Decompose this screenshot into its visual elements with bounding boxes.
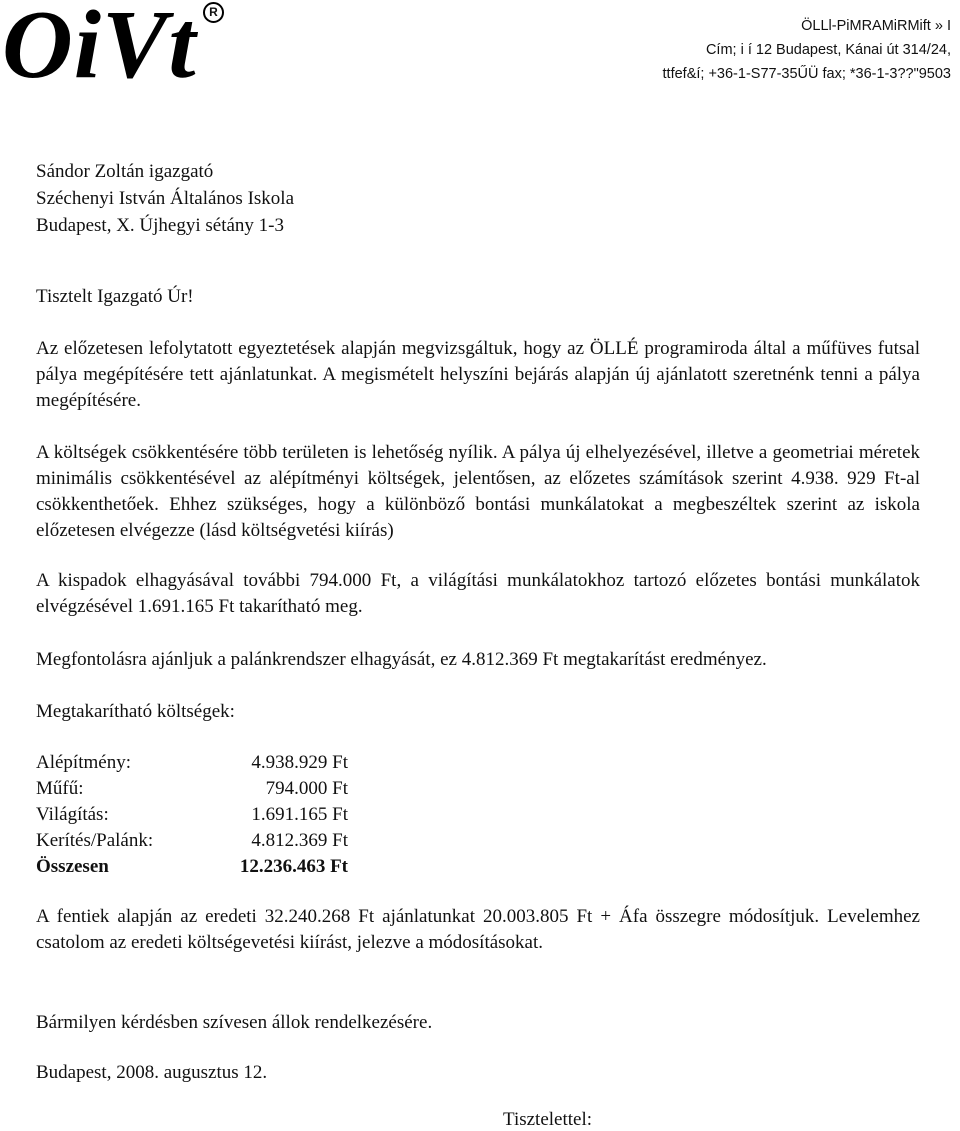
registered-trademark-icon: R [203,2,224,23]
total-row [36,854,348,880]
cost-amount: 794.000 Ft [265,778,348,799]
table-row [36,776,348,802]
table-row [36,828,348,854]
salutation: Tisztelt Igazgató Úr! [36,286,194,307]
recipient-street: Budapest, X. Újhegyi sétány 1-3 [36,215,285,236]
savings-heading: Megtakarítható költségek: [36,701,235,722]
recipient-name: Sándor Zoltán igazgató [36,161,214,182]
company-phone-line: ttfef&í; +36-1-S77-35ŰÜ fax; *36-1-3??"9503 [662,66,951,82]
paragraph-cost-reduction: A költségek csökkentésére több területen is lehetőség nyílik. A pálya új elhelyezésével, illetve a geometriai méretek minimális csökkentésével az alépítményi költségek, jelentősen, az előzetes számítások szerint 4.938. 929 Ft-al csökkenthetőek. Ehhez szükséges, hogy a különböző bontási munkálatokat a megbeszéltek szerint az iskola előzetesen elvégezze (lásd költségvetési kiírás) [36,442,920,541]
company-logo: OiVt [2,0,197,99]
paragraph-fence: Megfontolásra ajánljuk a palánkrendszer elhagyását, ez 4.812.369 Ft megtakarítást eredményez. [36,649,767,670]
total-label: Összesen [36,856,109,877]
cost-label: Alépítmény: [36,752,131,773]
table-row [36,802,348,828]
savings-table [36,750,348,880]
letter-date: Budapest, 2008. augusztus 12. [36,1062,268,1083]
cost-label: Kerítés/Palánk: [36,830,154,851]
cost-amount: 1.691.165 Ft [251,804,348,825]
recipient-school: Széchenyi István Általános Iskola [36,188,295,209]
closing-formula: Tisztelettel: [503,1109,593,1130]
paragraph-intro: Az előzetesen lefolytatott egyeztetések alapján megvizsgáltuk, hogy az ÖLLÉ programiroda által a műfüves futsal pálya megépítésére tett ajánlatunkat. A megismételt helyszíni bejárás alapján új ajánlatott szeretnénk tenni a pálya megépítésére. [36,338,920,411]
recipient-address [36,158,294,239]
paragraph-benches-lighting: A kispadok elhagyásával további 794.000 Ft, a világítási munkálatokhoz tartozó előzetes bontási munkálatok elvégzésével 1.691.165 Ft takarítható meg. [36,570,920,617]
company-address-line: Cím; i í 12 Budapest, Kánai út 314/24, [705,42,951,58]
total-amount: 12.236.463 Ft [239,856,348,877]
cost-label: Műfű: [36,778,84,799]
paragraph-new-offer: A fentiek alapján az eredeti 32.240.268 Ft ajánlatunkat 20.003.805 Ft + Áfa összegre módosítjuk. Levelemhez csatolom az eredeti költségevetési kiírást, jelezve a módosításokat. [36,906,920,953]
company-name-line: ÖLLl-PiMRAMiRMift » I [801,18,951,34]
cost-amount: 4.812.369 Ft [251,830,348,851]
table-row [36,750,348,776]
letterhead-contact [663,14,951,86]
cost-label: Világítás: [36,804,109,825]
cost-amount: 4.938.929 Ft [251,752,348,773]
paragraph-availability: Bármilyen kérdésben szívesen állok rendelkezésére. [36,1012,433,1033]
